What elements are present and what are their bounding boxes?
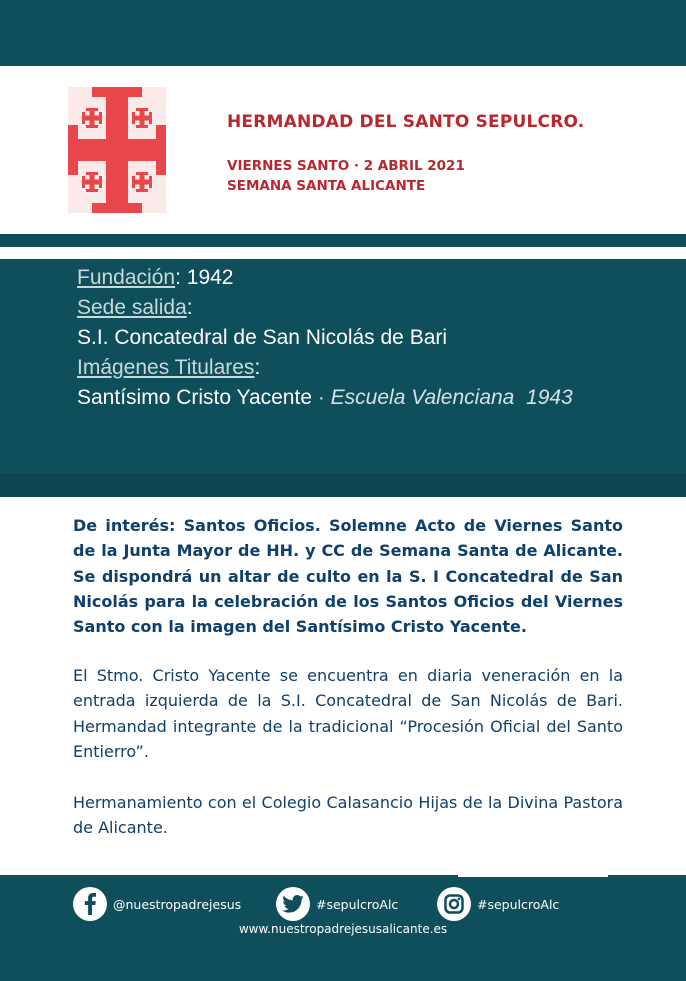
facebook-icon: [73, 887, 107, 921]
top-band: [0, 0, 686, 66]
imagenes-row: [77, 353, 573, 383]
fundacion-sep: :: [175, 266, 181, 289]
facebook-handle: @nuestropadrejesus: [113, 896, 242, 912]
footer-notch: [458, 875, 608, 877]
jerusalem-cross-icon: [68, 87, 166, 213]
twitter-icon: [276, 887, 310, 921]
imagen-name: Santísimo Cristo Yacente: [77, 386, 312, 409]
sede-sep: :: [186, 296, 193, 319]
date-line: VIERNES SANTO · 2 ABRIL 2021: [227, 158, 465, 174]
imagenes-label: Imágenes Titulares: [77, 356, 255, 379]
website-link[interactable]: www.nuestropadrejesusalicante.es: [238, 922, 448, 936]
twitter-link[interactable]: [276, 887, 398, 921]
sede-label: Sede salida: [77, 296, 187, 319]
sede-value: S.I. Concatedral de San Nicolás de Bari: [77, 326, 448, 349]
veneration-paragraph: El Stmo. Cristo Yacente se encuentra en diaria veneración en la entrada izquierda de la S.I. Concatedral de San Nicolás de Bari. Hermandad integrante de la tradicional “Procesión Oficial del Santo Entierro”.: [73, 666, 623, 761]
instagram-link[interactable]: [437, 887, 559, 921]
instagram-handle: #sepulcroAlc: [477, 896, 560, 912]
event-subtitle: [227, 156, 465, 196]
brotherhood-title: HERMANDAD DEL SANTO SEPULCRO.: [227, 112, 585, 132]
interest-paragraph: De interés: Santos Oficios. Solemne Acto de Viernes Santo de la Junta Mayor de HH. y CC de Semana Santa de Alicante. Se dispondrá un altar de culto en la S. I Concatedral de San Nicolás para la celebración de los Santos Oficios del Viernes Santo con la imagen del Santísimo Cristo Yacente.: [73, 516, 623, 637]
info-panel-bottom: [0, 473, 686, 497]
fundacion-row: [77, 263, 573, 293]
event-line: SEMANA SANTA ALICANTE: [227, 178, 426, 194]
divider-gap: [0, 247, 686, 259]
twinning-paragraph: Hermanamiento con el Colegio Calasancio Hijas de la Divina Pastora de Alicante.: [73, 793, 623, 838]
imagen-author: Escuela Valenciana 1943: [330, 386, 573, 409]
imagen-row: [77, 383, 573, 413]
divider-stripe: [0, 234, 686, 247]
twitter-handle: #sepulcroAlc: [316, 896, 399, 912]
imagenes-sep: :: [254, 356, 261, 379]
imagen-sep: ·: [312, 386, 331, 409]
info-text: [77, 263, 573, 413]
fundacion-label: Fundación: [77, 266, 176, 289]
sede-row: [77, 293, 573, 323]
facebook-link[interactable]: [73, 887, 241, 921]
fundacion-value: 1942: [186, 266, 234, 289]
instagram-icon: [437, 887, 471, 921]
